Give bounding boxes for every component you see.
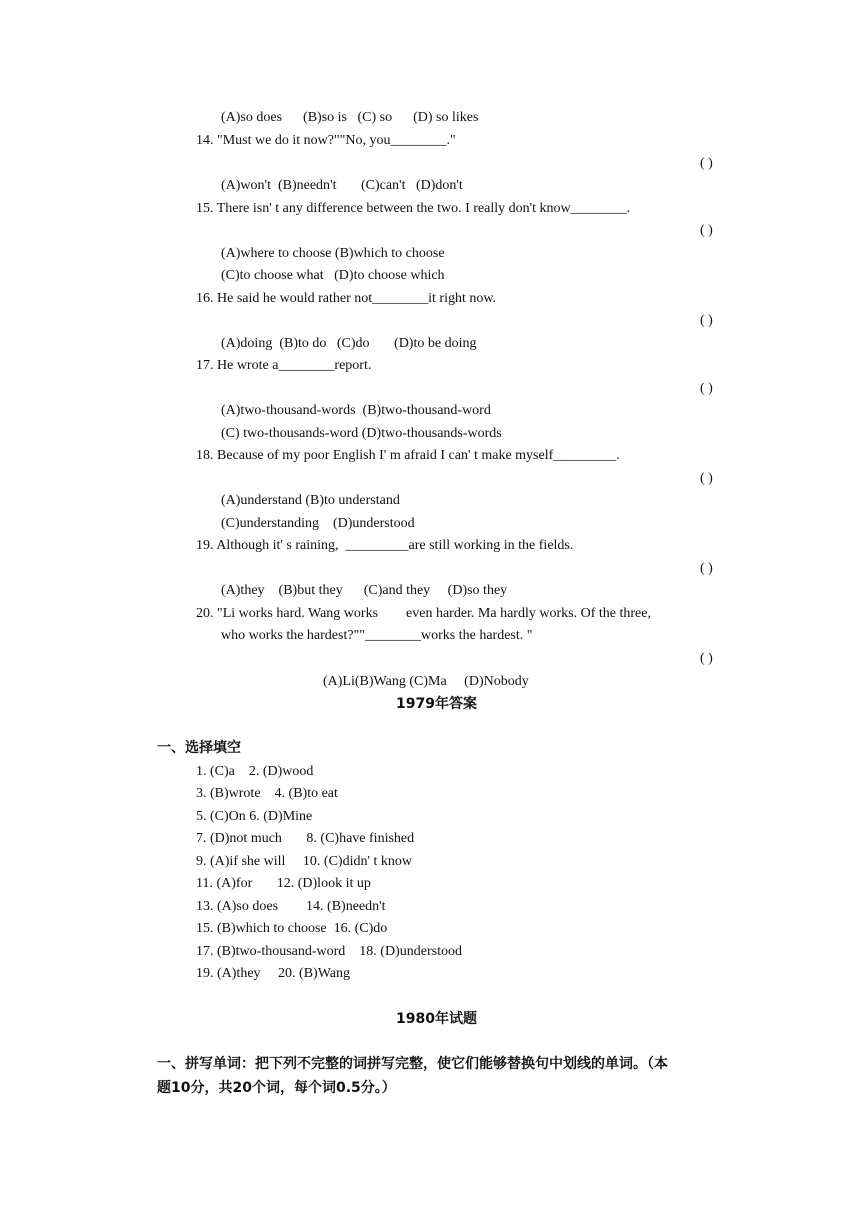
q15-answer-bracket[interactable]: ( ) <box>700 223 713 238</box>
q16-stem: 16. He said he would rather not________it right now. <box>196 291 497 306</box>
q16-options: (A)doing (B)to do (C)do (D)to be doing <box>221 336 477 351</box>
answer-row: 19. (A)they 20. (B)Wang <box>196 966 351 981</box>
q14-answer-bracket[interactable]: ( ) <box>700 156 713 171</box>
exam-1980-instruction-line1: 一、拼写单词：把下列不完整的词拼写完整，使它们能够替换句中划线的单词。（本 <box>157 1056 668 1072</box>
q16-answer-bracket[interactable]: ( ) <box>700 313 713 328</box>
answer-row: 9. (A)if she will 10. (C)didn' t know <box>196 854 413 869</box>
q20-answer-bracket[interactable]: ( ) <box>700 651 713 666</box>
answer-row: 3. (B)wrote 4. (B)to eat <box>196 786 338 801</box>
q18-stem: 18. Because of my poor English I' m afraid I can' t make myself_________. <box>196 448 620 463</box>
q18-answer-bracket[interactable]: ( ) <box>700 471 713 486</box>
q14-options: (A)won't (B)needn't (C)can't (D)don't <box>221 178 463 193</box>
exam-1980-title: 1980年试题 <box>396 1011 477 1027</box>
q13-options: (A)so does (B)so is (C) so (D) so likes <box>221 110 479 125</box>
q18-options-line1: (A)understand (B)to understand <box>221 493 400 508</box>
q20-options: (A)Li(B)Wang (C)Ma (D)Nobody <box>323 674 529 689</box>
q15-stem: 15. There isn' t any difference between the two. I really don't know________. <box>196 201 631 216</box>
q17-options-line2: (C) two-thousands-word (D)two-thousands-words <box>221 426 502 441</box>
q20-stem-line1: 20. "Li works hard. Wang works even harder. Ma hardly works. Of the three, <box>196 606 651 621</box>
answer-row: 5. (C)On 6. (D)Mine <box>196 809 313 824</box>
q20-stem-line2: who works the hardest?""________works the hardest. " <box>221 628 533 643</box>
answer-row: 15. (B)which to choose 16. (C)do <box>196 921 388 936</box>
q19-stem: 19. Although it' s raining, _________are still working in the fields. <box>196 538 574 553</box>
q18-options-line2: (C)understanding (D)understood <box>221 516 415 531</box>
answer-row: 17. (B)two-thousand-word 18. (D)understood <box>196 944 462 959</box>
answers-1979-title: 1979年答案 <box>396 696 477 712</box>
q15-options-line2: (C)to choose what (D)to choose which <box>221 268 445 283</box>
answer-row: 7. (D)not much 8. (C)have finished <box>196 831 415 846</box>
q19-answer-bracket[interactable]: ( ) <box>700 561 713 576</box>
q17-answer-bracket[interactable]: ( ) <box>700 381 713 396</box>
answer-row: 11. (A)for 12. (D)look it up <box>196 876 371 891</box>
exam-1980-instruction-line2: 题10分，共20个词，每个词0.5分。） <box>157 1080 396 1096</box>
q14-stem: 14. "Must we do it now?""No, you________." <box>196 133 456 148</box>
answer-row: 1. (C)a 2. (D)wood <box>196 764 314 779</box>
q15-options-line1: (A)where to choose (B)which to choose <box>221 246 445 261</box>
answers-section-heading: 一、选择填空 <box>157 740 241 756</box>
q19-options: (A)they (B)but they (C)and they (D)so they <box>221 583 508 598</box>
q17-options-line1: (A)two-thousand-words (B)two-thousand-word <box>221 403 491 418</box>
answer-row: 13. (A)so does 14. (B)needn't <box>196 899 386 914</box>
q17-stem: 17. He wrote a________report. <box>196 358 372 373</box>
